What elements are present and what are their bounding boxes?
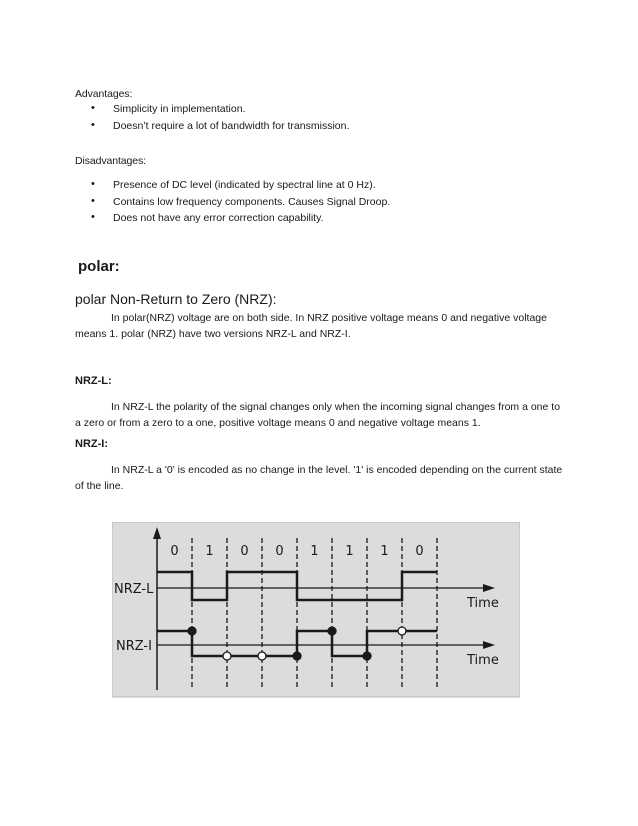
paragraph-line: of the line. bbox=[75, 480, 124, 492]
bit-label: 1 bbox=[380, 544, 389, 559]
nrzi-time-label: Time bbox=[467, 653, 499, 668]
bit-label: 0 bbox=[240, 544, 249, 559]
paragraph-line: means 1. polar (NRZ) have two versions NRZ-L and NRZ-I. bbox=[75, 328, 351, 340]
list-item: • Does not have any error correction capability. bbox=[75, 212, 575, 229]
nrz-encoding-diagram bbox=[112, 522, 520, 698]
open-marker bbox=[223, 652, 231, 660]
disadvantages-list bbox=[75, 179, 575, 229]
nrzl-time-label: Time bbox=[467, 596, 499, 611]
disadvantages-heading: Disadvantages: bbox=[75, 155, 146, 167]
polar-paragraph bbox=[75, 310, 575, 342]
nrzi-signal-label: NRZ-I bbox=[116, 639, 152, 654]
bit-label: 1 bbox=[345, 544, 354, 559]
bit-label: 1 bbox=[205, 544, 214, 559]
bit-label: 0 bbox=[170, 544, 179, 559]
list-item: • Contains low frequency components. Causes Signal Droop. bbox=[75, 196, 575, 213]
filled-marker bbox=[328, 627, 336, 635]
list-item: • Presence of DC level (indicated by spectral line at 0 Hz). bbox=[75, 179, 575, 196]
filled-marker bbox=[363, 652, 371, 660]
list-item: • Simplicity in implementation. bbox=[75, 103, 575, 120]
advantages-list bbox=[75, 103, 575, 136]
list-item: • Doesn’t require a lot of bandwidth for transmission. bbox=[75, 120, 575, 137]
bit-label: 0 bbox=[275, 544, 284, 559]
nrzi-heading: NRZ-I: bbox=[75, 438, 108, 450]
paragraph-line: In NRZ-L the polarity of the signal changes only when the incoming signal changes from a one to bbox=[111, 401, 561, 413]
nrzl-paragraph bbox=[75, 399, 575, 431]
paragraph-line: In NRZ-L a '0' is encoded as no change in the level. '1' is encoded depending on the current state bbox=[111, 464, 563, 476]
paragraph-line: In polar(NRZ) voltage are on both side. In NRZ positive voltage means 0 and negative voltage bbox=[111, 312, 547, 324]
nrzi-paragraph bbox=[75, 462, 575, 494]
paragraph-line: a zero or from a zero to a one, positive voltage means 0 and negative voltage means 1. bbox=[75, 417, 481, 429]
bit-label: 1 bbox=[310, 544, 319, 559]
nrzl-signal-label: NRZ-L bbox=[114, 582, 154, 597]
polar-nrz-subheading: polar Non-Return to Zero (NRZ): bbox=[75, 291, 277, 307]
bit-label: 0 bbox=[415, 544, 424, 559]
filled-marker bbox=[293, 652, 301, 660]
polar-heading: polar: bbox=[78, 258, 120, 275]
nrzl-heading: NRZ-L: bbox=[75, 375, 112, 387]
filled-marker bbox=[188, 627, 196, 635]
open-marker bbox=[398, 627, 406, 635]
advantages-heading: Advantages: bbox=[75, 88, 133, 100]
open-marker bbox=[258, 652, 266, 660]
